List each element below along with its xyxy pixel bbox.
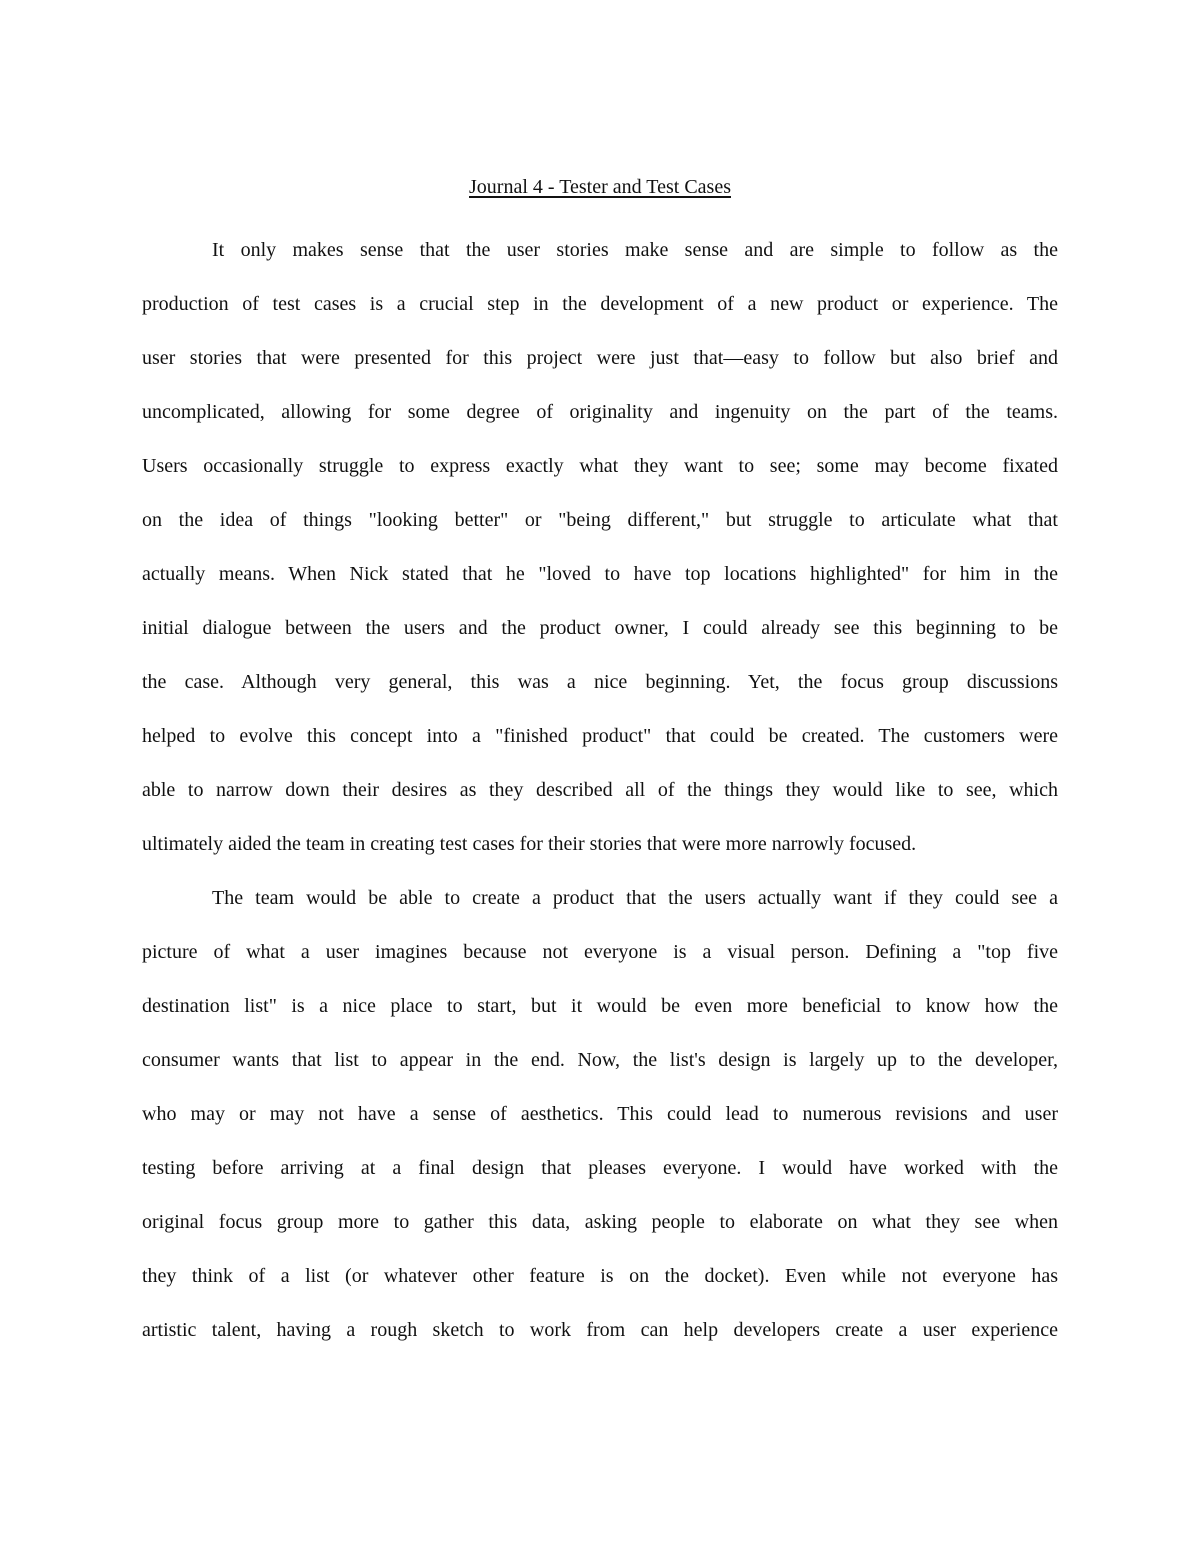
paragraph-line: artistic talent, having a rough sketch to work from can help developers create a user experience — [142, 1319, 1058, 1341]
document-body — [142, 232, 1058, 1366]
paragraph-2 — [142, 880, 1058, 1366]
paragraph-line: the case. Although very general, this was a nice beginning. Yet, the focus group discussions — [142, 671, 1058, 693]
paragraph-line: who may or may not have a sense of aesthetics. This could lead to numerous revisions and user — [142, 1103, 1058, 1125]
paragraph-line: user stories that were presented for this project were just that—easy to follow but also brief and — [142, 347, 1058, 369]
paragraph-line: picture of what a user imagines because not everyone is a visual person. Defining a "top five — [142, 941, 1058, 963]
paragraph-line: they think of a list (or whatever other feature is on the docket). Even while not everyone has — [142, 1265, 1058, 1287]
paragraph-line: testing before arriving at a final design that pleases everyone. I would have worked with the — [142, 1157, 1058, 1179]
paragraph-line: consumer wants that list to appear in the end. Now, the list's design is largely up to the developer, — [142, 1049, 1058, 1071]
paragraph-line: initial dialogue between the users and the product owner, I could already see this beginning to be — [142, 617, 1058, 639]
paragraph-line: helped to evolve this concept into a "finished product" that could be created. The customers were — [142, 725, 1058, 747]
paragraph-line: Users occasionally struggle to express exactly what they want to see; some may become fixated — [142, 455, 1058, 477]
paragraph-line: It only makes sense that the user stories make sense and are simple to follow as the — [212, 239, 1058, 261]
paragraph-line: ultimately aided the team in creating test cases for their stories that were more narrowly focused. — [142, 833, 917, 855]
paragraph-line: original focus group more to gather this data, asking people to elaborate on what they see when — [142, 1211, 1058, 1233]
paragraph-line: destination list" is a nice place to start, but it would be even more beneficial to know how the — [142, 995, 1058, 1017]
paragraph-line: production of test cases is a crucial step in the development of a new product or experience. The — [142, 293, 1058, 315]
paragraph-line: uncomplicated, allowing for some degree of originality and ingenuity on the part of the teams. — [142, 401, 1058, 423]
paragraph-line: able to narrow down their desires as they described all of the things they would like to see, which — [142, 779, 1058, 801]
paragraph-line: on the idea of things "looking better" or "being different," but struggle to articulate what that — [142, 509, 1058, 531]
paragraph-line: The team would be able to create a product that the users actually want if they could see a — [212, 887, 1058, 909]
paragraph-1 — [142, 232, 1058, 880]
document-title: Journal 4 - Tester and Test Cases — [469, 176, 731, 198]
paragraph-line: actually means. When Nick stated that he "loved to have top locations highlighted" for him in the — [142, 563, 1058, 585]
